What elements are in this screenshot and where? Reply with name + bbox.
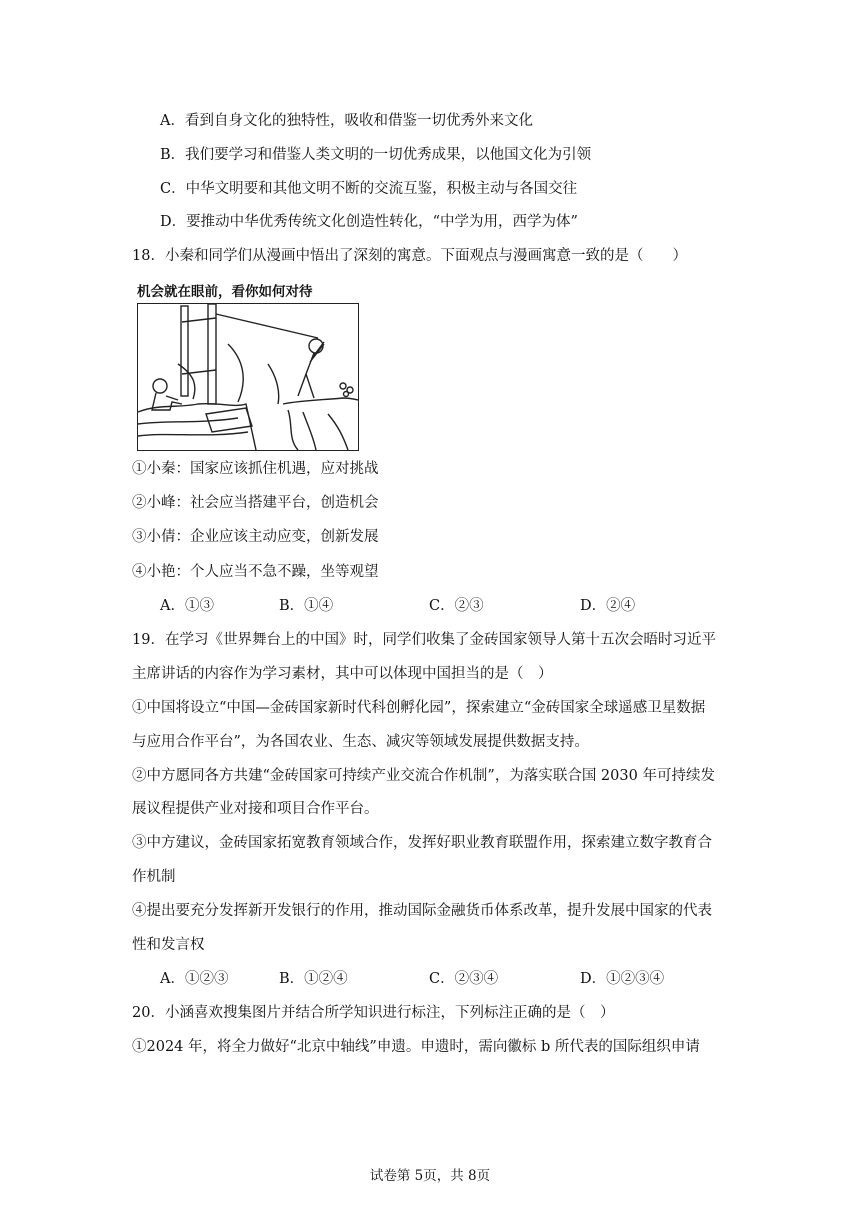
- q19-choice-b: B．①②④: [279, 971, 348, 987]
- q17-option-c: C．中华文明要和其他文明不断的交流互鉴，积极主动与各国交往: [160, 181, 578, 197]
- q20-stem: 20．小涵喜欢搜集图片并结合所学知识进行标注，下列标注正确的是（ ）: [132, 1005, 615, 1021]
- q18-choice-c: C．②③: [429, 598, 484, 614]
- q19-choice-c: C．②③④: [429, 971, 499, 987]
- q17-option-d: D．要推动中华优秀传统文化创造性转化，“中学为用，西学为体”: [160, 214, 578, 230]
- q19-statement-line-8: 性和发言权: [132, 937, 205, 953]
- q18-cartoon: [137, 283, 359, 451]
- q19-choice-d: D．①②③④: [580, 971, 665, 987]
- q17-option-a: A．看到自身文化的独特性，吸收和借鉴一切优秀外来文化: [160, 113, 533, 129]
- cartoon-drawing-icon: [138, 304, 358, 450]
- q19-statement-line-5: ③中方建议，金砖国家拓宽教育领域合作，发挥好职业教育联盟作用，探索建立数字教育合: [132, 835, 712, 851]
- q18-choice-d: D．②④: [580, 598, 636, 614]
- q19-statement-line-3: ②中方愿同各方共建“金砖国家可持续产业交流合作机制”，为落实联合国 2030 年可持续发: [132, 768, 715, 784]
- q19-statement-line-1: ①中国将设立“中国—金砖国家新时代科创孵化园”，探索建立“金砖国家全球遥感卫星数据: [132, 700, 706, 716]
- q18-statement-4: ④小艳：个人应当不急不躁，坐等观望: [132, 564, 379, 580]
- q18-statement-3: ③小倩：企业应该主动应变，创新发展: [132, 529, 379, 545]
- q18-choice-b: B．①④: [279, 598, 334, 614]
- page-footer: 试卷第 5页，共 8页: [369, 1168, 491, 1184]
- cartoon-illustration: [137, 303, 359, 451]
- q18-choice-a: A．①③: [160, 598, 214, 614]
- q19-statement-line-7: ④提出要充分发挥新开发银行的作用，推动国际金融货币体系改革，提升发展中国家的代表: [132, 903, 712, 919]
- q17-option-b: B．我们要学习和借鉴人类文明的一切优秀成果，以他国文化为引领: [160, 147, 592, 163]
- q18-stem: 18．小秦和同学们从漫画中悟出了深刻的寓意。下面观点与漫画寓意一致的是（ ）: [132, 248, 687, 264]
- q19-stem-line-2: 主席讲话的内容作为学习素材，其中可以体现中国担当的是（ ）: [132, 666, 553, 682]
- q18-statement-1: ①小秦：国家应该抓住机遇，应对挑战: [132, 461, 379, 477]
- q19-statement-line-6: 作机制: [132, 869, 176, 885]
- q19-statement-line-4: 展议程提供产业对接和项目合作平台。: [132, 801, 379, 817]
- q20-statement-1: ①2024 年，将全力做好“北京中轴线”申遗。申遗时，需向徽标 b 所代表的国际组织申请: [132, 1039, 700, 1055]
- q19-stem-line-1: 19．在学习《世界舞台上的中国》时，同学们收集了金砖国家领导人第十五次会晤时习近平: [132, 632, 716, 648]
- q18-statement-2: ②小峰：社会应当搭建平台，创造机会: [132, 495, 379, 511]
- q19-choice-a: A．①②③: [160, 971, 229, 987]
- q19-statement-line-2: 与应用合作平台”，为各国农业、生态、减灾等领域发展提供数据支持。: [132, 734, 589, 750]
- cartoon-title: 机会就在眼前，看你如何对待: [137, 284, 313, 300]
